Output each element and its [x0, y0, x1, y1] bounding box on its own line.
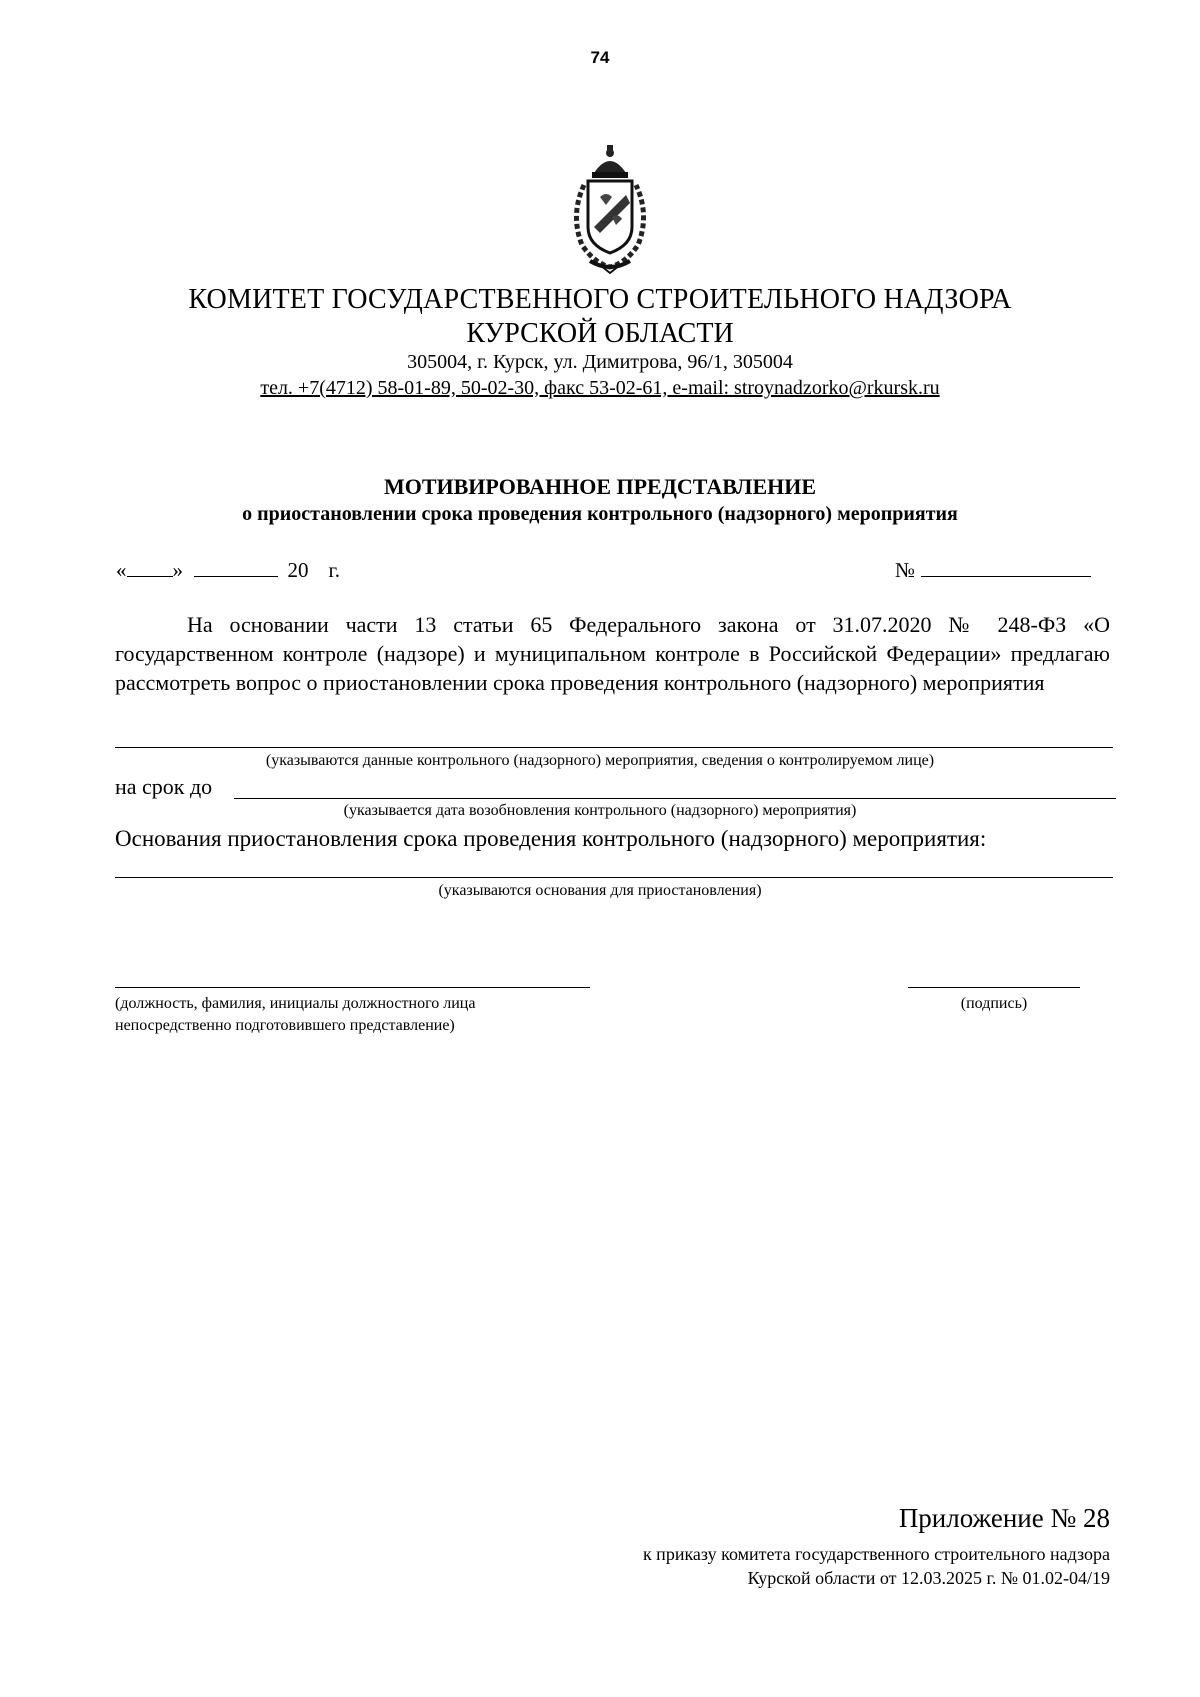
body-text: На основании части 13 статьи 65 Федерального закона от 31.07.2020 № 248-ФЗ «О государственном контроле (надзоре) и муниципальном контроле в Российской Федерации» предлагаю рассмотреть вопрос о приостановлении срока проведения контрольного (надзорного) мероприятия [115, 612, 1110, 695]
grounds-caption: (указываются основания для приостановления) [438, 882, 762, 899]
signature-caption: (подпись) [960, 995, 1028, 1012]
year-blank[interactable] [309, 559, 329, 577]
event-data-line[interactable] [115, 747, 1113, 748]
body-paragraph [115, 610, 1110, 697]
org-name-line2: КУРСКОЙ ОБЛАСТИ [466, 318, 734, 349]
number-blank[interactable] [921, 558, 1091, 577]
official-caption-line2: непосредственно подготовившего представление) [115, 1017, 455, 1034]
appendix-line2: Курской области от 12.03.2025 г. № 01.02-04/19 [747, 1568, 1110, 1588]
appendix-title: Приложение № 28 [898, 1503, 1110, 1533]
term-date-line[interactable] [234, 798, 1116, 799]
date-line [116, 558, 340, 583]
term-label: на срок до [115, 774, 213, 799]
org-address: 305004, г. Курск, ул. Димитрова, 96/1, 305004 [407, 351, 793, 373]
open-quote: « [116, 558, 127, 582]
document-subtitle: о приостановлении срока проведения контрольного (надзорного) мероприятия [242, 503, 958, 525]
term-date-caption: (указывается дата возобновления контрольного (надзорного) мероприятия) [343, 802, 857, 819]
page-number: 74 [590, 48, 610, 67]
official-caption [115, 993, 475, 1037]
close-quote: » [172, 558, 183, 582]
official-name-line[interactable] [115, 987, 590, 988]
org-name-line1: КОМИТЕТ ГОСУДАРСТВЕННОГО СТРОИТЕЛЬНОГО НАДЗОРА [188, 284, 1012, 315]
year-prefix: 20 [287, 558, 309, 582]
grounds-line[interactable] [115, 877, 1113, 878]
number-line [895, 558, 1091, 583]
signature-line[interactable] [908, 987, 1080, 988]
appendix-line1: к приказу комитета государственного строительного надзора [642, 1544, 1110, 1564]
month-blank[interactable] [194, 558, 278, 577]
official-caption-line1: (должность, фамилия, инициалы должностного лица [115, 995, 476, 1012]
day-blank[interactable] [127, 558, 173, 577]
event-data-caption: (указываются данные контрольного (надзорного) мероприятия, сведения о контролируемом лице) [265, 752, 935, 769]
coat-of-arms-icon [560, 145, 660, 275]
grounds-label: Основания приостановления срока проведения контрольного (надзорного) мероприятия: [115, 826, 987, 851]
org-contacts: тел. +7(4712) 58-01-89, 50-02-30, факс 53-02-61, e-mail: stroynadzorko@rkursk.ru [260, 377, 940, 399]
document-title: МОТИВИРОВАННОЕ ПРЕДСТАВЛЕНИЕ [383, 474, 817, 499]
year-suffix: г. [328, 558, 340, 582]
number-label: № [895, 558, 916, 582]
